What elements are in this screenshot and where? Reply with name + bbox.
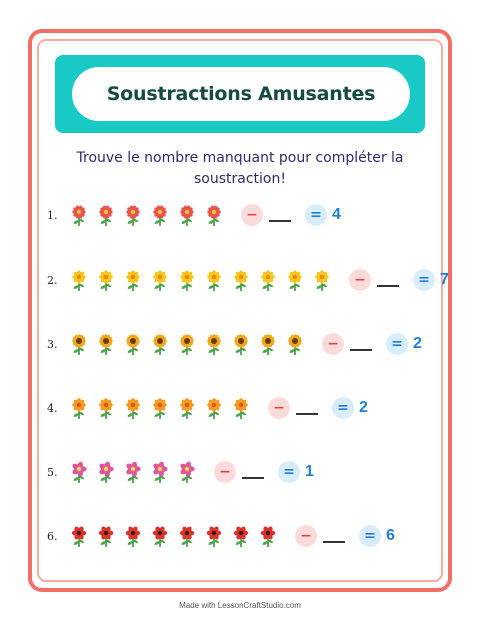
problem-row [47,330,422,358]
footer-credit: Made with LessonCraftStudio.com [179,601,301,610]
sunflower-icon [283,332,307,356]
result-value: 4 [332,206,341,223]
sunflower-icon [229,332,253,356]
problem-row [47,201,341,229]
answer-blank[interactable] [269,219,291,222]
minus-sign: − [349,269,371,291]
orange-flower-icon [229,396,253,420]
answer-blank[interactable] [377,284,399,287]
answer-blank[interactable] [242,476,264,479]
problem-number: 3. [47,337,58,351]
page-title: Soustractions Amusantes [106,83,376,105]
title-pill [72,67,410,121]
yellow-flower-icon [175,268,199,292]
yellow-flower-icon [67,268,91,292]
red-poppy-icon [121,524,145,548]
red-poppy-icon [175,524,199,548]
answer-blank[interactable] [296,412,318,415]
yellow-flower-icon [283,268,307,292]
result-value: 1 [305,463,314,480]
problem-number: 6. [47,529,58,543]
problem-number: 4. [47,401,58,415]
answer-blank[interactable] [323,540,345,543]
yellow-flower-icon [121,268,145,292]
orange-flower-icon [202,396,226,420]
minus-sign: − [268,397,290,419]
result-value: 2 [413,335,422,352]
yellow-flower-icon [148,268,172,292]
minus-sign: − [214,461,236,483]
pink-orchid-icon [175,460,199,484]
problem-row [47,522,395,550]
red-poppy-icon [94,524,118,548]
equals-sign: = [332,397,354,419]
problem-number: 1. [47,208,58,222]
pink-orchid-icon [67,460,91,484]
problem-number: 2. [47,273,58,287]
pink-orchid-icon [94,460,118,484]
pink-orchid-icon [121,460,145,484]
orange-flower-icon [94,396,118,420]
yellow-flower-icon [94,268,118,292]
red-poppy-icon [229,524,253,548]
orange-flower-icon [148,396,172,420]
red-daisy-icon [121,203,145,227]
sunflower-icon [94,332,118,356]
sunflower-icon [256,332,280,356]
orange-flower-icon [121,396,145,420]
sunflower-icon [67,332,91,356]
red-daisy-icon [148,203,172,227]
result-value: 6 [386,527,395,544]
problem-row [47,266,449,294]
equals-sign: = [359,525,381,547]
red-poppy-icon [148,524,172,548]
red-daisy-icon [175,203,199,227]
minus-sign: − [322,333,344,355]
yellow-flower-icon [256,268,280,292]
yellow-flower-icon [310,268,334,292]
pink-orchid-icon [148,460,172,484]
red-daisy-icon [67,203,91,227]
orange-flower-icon [67,396,91,420]
red-poppy-icon [202,524,226,548]
equals-sign: = [413,269,435,291]
answer-blank[interactable] [350,348,372,351]
yellow-flower-icon [229,268,253,292]
equals-sign: = [305,204,327,226]
result-value: 2 [359,399,368,416]
problem-row [47,394,368,422]
orange-flower-icon [175,396,199,420]
sunflower-icon [175,332,199,356]
sunflower-icon [148,332,172,356]
yellow-flower-icon [202,268,226,292]
problem-row [47,458,314,486]
red-daisy-icon [202,203,226,227]
sunflower-icon [202,332,226,356]
minus-sign: − [295,525,317,547]
equals-sign: = [386,333,408,355]
result-value: 7 [440,271,449,288]
equals-sign: = [278,461,300,483]
red-daisy-icon [94,203,118,227]
sunflower-icon [121,332,145,356]
problem-number: 5. [47,465,58,479]
instructions: Trouve le nombre manquant pour compléter la soustraction! [76,150,404,187]
red-poppy-icon [256,524,280,548]
red-poppy-icon [67,524,91,548]
minus-sign: − [241,204,263,226]
